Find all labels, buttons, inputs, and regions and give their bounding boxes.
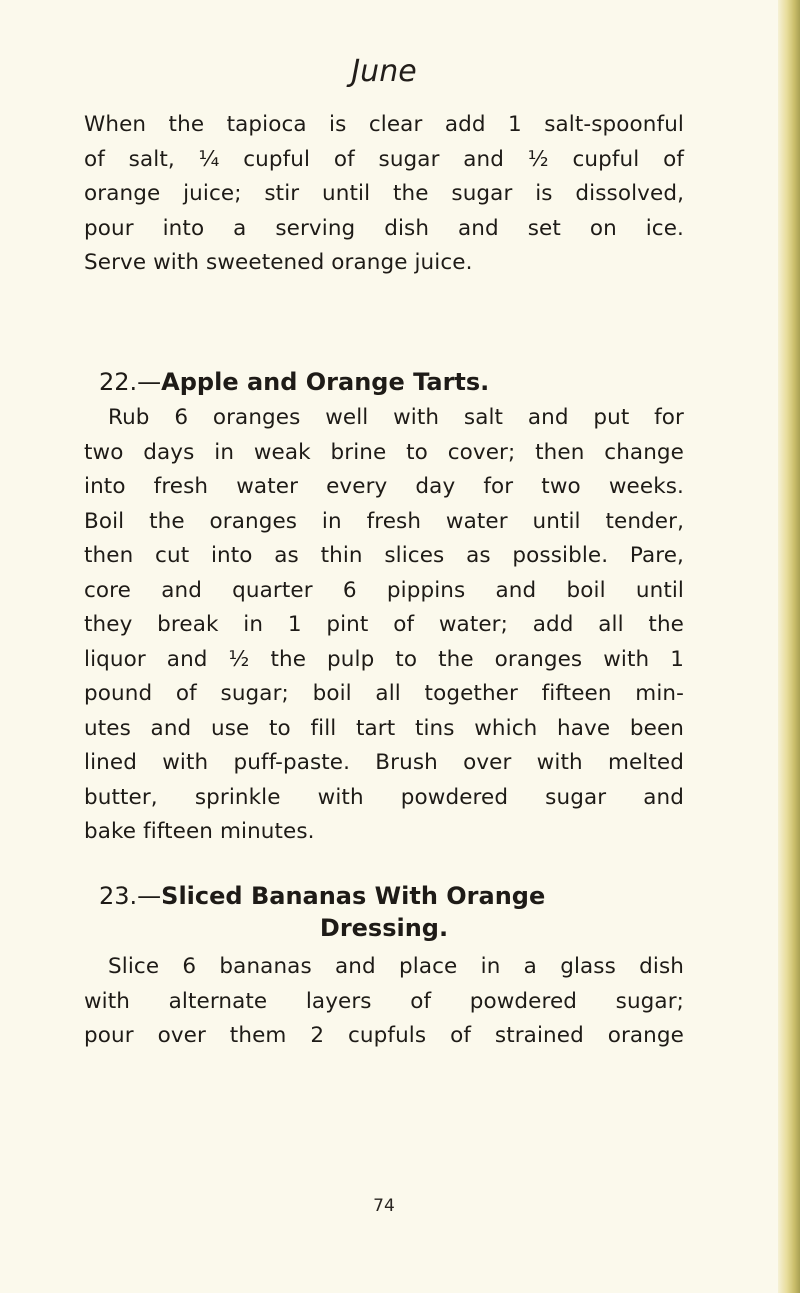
running-head: June [351, 54, 417, 89]
text-line: pour into a serving dish and set on ice. [84, 215, 684, 241]
continuation-paragraph [84, 108, 684, 281]
text-line: core and quarter 6 pippins and boil until [84, 577, 684, 603]
text-line: Slice 6 bananas and place in a glass dish [108, 954, 684, 979]
recipe-23-title-line-2: Dressing. [319, 914, 449, 942]
text-line: butter, sprinkle with powdered sugar and [84, 784, 684, 810]
recipe-22-heading [84, 368, 684, 396]
text-line: utes and use to fill tart tins which have been [84, 715, 684, 741]
text-line: lined with puff-paste. Brush over with melted [84, 750, 684, 775]
text-line: pound of sugar; boil all together fifteen min- [84, 681, 684, 706]
text-line: with alternate layers of powdered sugar; [84, 988, 684, 1014]
text-line: into fresh water every day for two weeks. [84, 474, 684, 499]
page-edge [778, 0, 800, 1293]
text-line: two days in weak brine to cover; then change [84, 439, 684, 465]
text-line: pour over them 2 cupfuls of strained orange [84, 1023, 684, 1048]
text-line: they break in 1 pint of water; add all the [84, 612, 684, 637]
recipe-23-number: 23.— [99, 882, 162, 910]
recipe-23-body [84, 950, 684, 1054]
recipe-22-body [84, 401, 684, 850]
text-line: of salt, ¼ cupful of sugar and ½ cupful of [84, 146, 684, 172]
page-number: 74 [373, 1196, 395, 1216]
recipe-22-number: 22.— [99, 368, 162, 396]
recipe-23-title: Sliced Bananas With Orange [161, 882, 546, 910]
text-line: bake fifteen minutes. [84, 819, 315, 844]
recipe-23-heading [84, 882, 684, 942]
text-line: Serve with sweetened orange juice. [84, 250, 473, 275]
text-line: orange juice; stir until the sugar is dissolved, [84, 181, 684, 206]
recipe-22-title: Apple and Orange Tarts. [161, 368, 490, 396]
text-line: then cut into as thin slices as possible. Pare, [84, 543, 684, 568]
text-line: liquor and ½ the pulp to the oranges with 1 [84, 646, 684, 672]
text-line: When the tapioca is clear add 1 salt-spoonful [84, 112, 684, 137]
book-page [84, 0, 684, 1293]
text-line: Rub 6 oranges well with salt and put for [108, 405, 684, 430]
text-line: Boil the oranges in fresh water until tender, [84, 508, 684, 534]
